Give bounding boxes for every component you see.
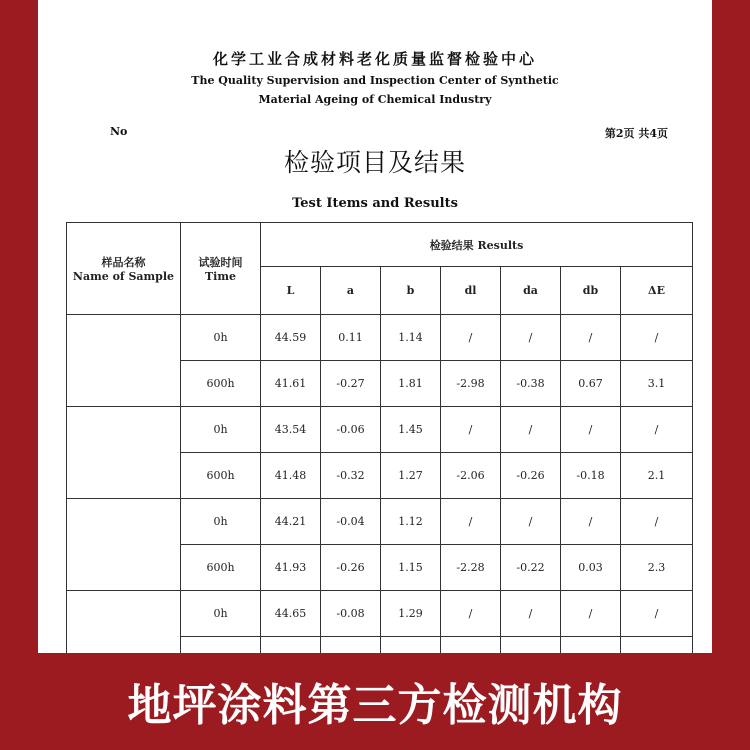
value-cell: -0.26 [321, 545, 381, 591]
value-cell: / [501, 407, 561, 453]
value-cell: -0.18 [561, 453, 621, 499]
value-cell: 0.67 [561, 361, 621, 407]
table-row [67, 591, 693, 637]
value-cell: -0.08 [321, 591, 381, 637]
results-table [66, 222, 693, 653]
value-cell: -0.27 [321, 361, 381, 407]
header-time-en: Time [204, 270, 236, 283]
value-cell: / [501, 315, 561, 361]
value-cell: -0.32 [321, 453, 381, 499]
value-cell: -0.38 [501, 361, 561, 407]
value-cell: -0.26 [501, 453, 561, 499]
value-cell [441, 637, 501, 654]
value-cell: -2.28 [441, 545, 501, 591]
header-sample-name-en: Name of Sample [72, 270, 175, 283]
table-row [67, 315, 693, 361]
value-cell: 2.3 [621, 545, 693, 591]
time-cell [181, 637, 261, 654]
sample-name-cell [67, 591, 181, 654]
org-name-en-line2: Material Ageing of Chemical Industry [258, 93, 492, 106]
header-sample-name [67, 223, 181, 315]
value-cell: -0.04 [321, 499, 381, 545]
value-cell: 44.65 [261, 591, 321, 637]
time-cell: 600h [181, 545, 261, 591]
value-cell: -2.06 [441, 453, 501, 499]
value-cell [261, 637, 321, 654]
value-cell: 1.81 [381, 361, 441, 407]
report-title-en: Test Items and Results [292, 196, 458, 211]
time-cell: 0h [181, 499, 261, 545]
value-cell: / [561, 591, 621, 637]
header-time-cn: 试验时间 [198, 256, 243, 269]
value-cell: 3.1 [621, 361, 693, 407]
value-cell: 2.1 [621, 453, 693, 499]
value-cell: / [561, 315, 621, 361]
value-cell: -2.98 [441, 361, 501, 407]
sample-name-cell [67, 407, 181, 499]
value-cell [381, 637, 441, 654]
sample-name-cell [67, 499, 181, 591]
org-name-en-line1: The Quality Supervision and Inspection Center of Synthetic [191, 74, 559, 87]
value-cell: / [501, 499, 561, 545]
value-cell [501, 637, 561, 654]
header-sample-name-cn: 样品名称 [101, 256, 146, 269]
report-number-label: No [110, 125, 128, 138]
value-cell [561, 637, 621, 654]
value-cell: 1.15 [381, 545, 441, 591]
value-cell: / [621, 407, 693, 453]
value-cell: 43.54 [261, 407, 321, 453]
subcolumn-header: dl [441, 267, 501, 315]
value-cell [621, 637, 693, 654]
value-cell: 0.11 [321, 315, 381, 361]
value-cell: -0.22 [501, 545, 561, 591]
value-cell: / [441, 591, 501, 637]
table-row [67, 499, 693, 545]
time-cell: 600h [181, 453, 261, 499]
time-cell: 600h [181, 361, 261, 407]
subcolumn-header: a [321, 267, 381, 315]
time-cell: 0h [181, 315, 261, 361]
value-cell: / [441, 407, 501, 453]
promo-banner [0, 653, 750, 750]
subcolumn-header: ΔE [621, 267, 693, 315]
value-cell [321, 637, 381, 654]
header-time [181, 223, 261, 315]
report-title-cn: 检验项目及结果 [283, 148, 466, 177]
subcolumn-header: L [261, 267, 321, 315]
value-cell: / [441, 499, 501, 545]
value-cell: 1.27 [381, 453, 441, 499]
value-cell: 41.61 [261, 361, 321, 407]
value-cell: / [501, 591, 561, 637]
time-cell: 0h [181, 591, 261, 637]
value-cell: 1.12 [381, 499, 441, 545]
value-cell: 44.21 [261, 499, 321, 545]
sample-name-cell [67, 315, 181, 407]
results-body [67, 315, 693, 654]
value-cell: / [561, 499, 621, 545]
org-name-cn: 化学工业合成材料老化质量监督检验中心 [212, 50, 537, 68]
value-cell: 1.14 [381, 315, 441, 361]
value-cell: 1.29 [381, 591, 441, 637]
value-cell: 41.48 [261, 453, 321, 499]
report-page [38, 0, 712, 653]
value-cell: / [621, 591, 693, 637]
table-row [67, 407, 693, 453]
value-cell: / [441, 315, 501, 361]
value-cell: 44.59 [261, 315, 321, 361]
value-cell: / [561, 407, 621, 453]
time-cell: 0h [181, 407, 261, 453]
subcolumn-header: da [501, 267, 561, 315]
value-cell: / [621, 499, 693, 545]
header-results: 检验结果 Results [261, 223, 693, 267]
value-cell: 0.03 [561, 545, 621, 591]
subcolumn-header: db [561, 267, 621, 315]
value-cell: 1.45 [381, 407, 441, 453]
promo-banner-text: 地坪涂料第三方检测机构 [127, 679, 623, 731]
subcolumn-header: b [381, 267, 441, 315]
value-cell: 41.93 [261, 545, 321, 591]
value-cell: / [621, 315, 693, 361]
page-number: 第2页 共4页 [604, 127, 668, 140]
value-cell: -0.06 [321, 407, 381, 453]
